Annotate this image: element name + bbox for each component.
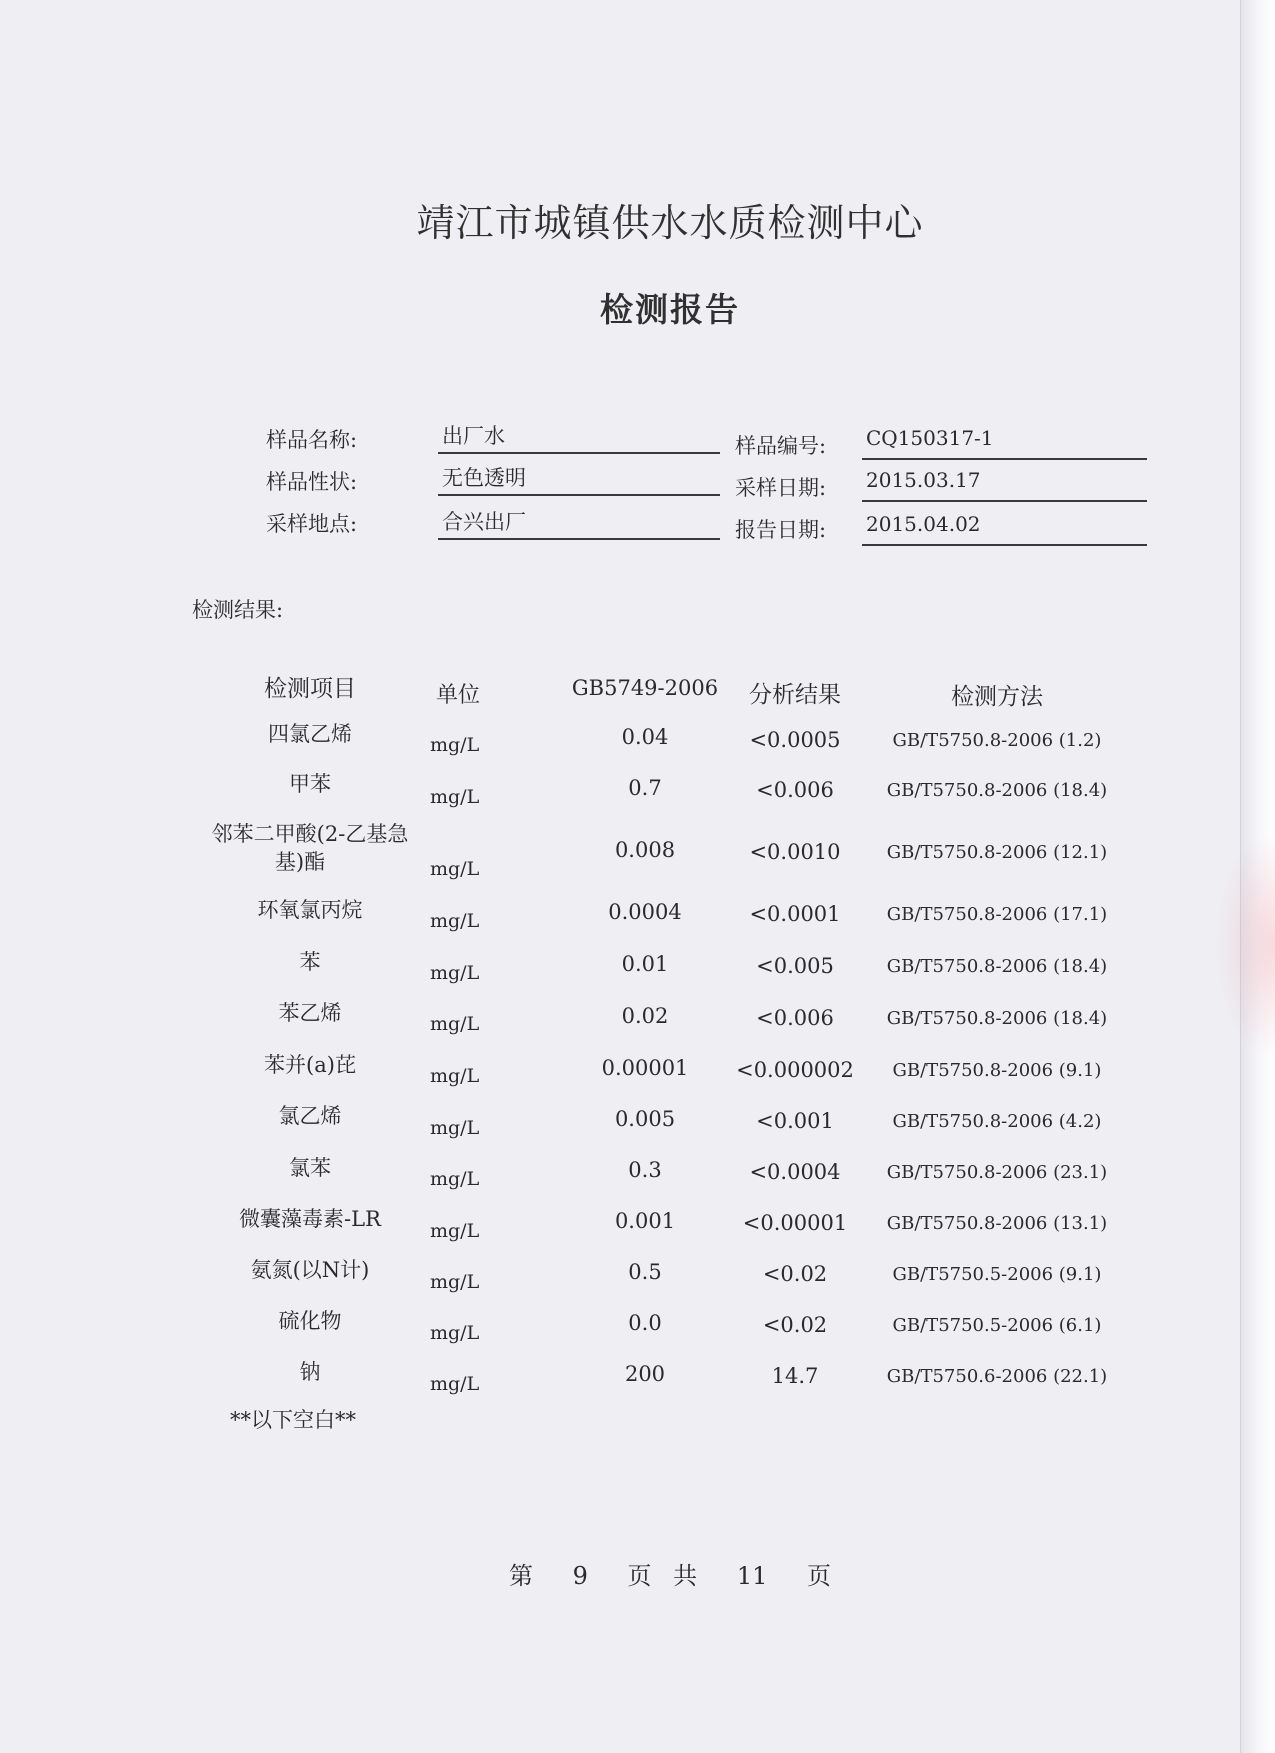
row-unit: mg/L <box>430 1065 480 1087</box>
row-standard: 0.001 <box>614 1209 676 1233</box>
seal-stamp-fragment <box>1215 830 1275 1060</box>
row-result: <0.0004 <box>749 1160 841 1184</box>
row-standard: 0.0 <box>628 1311 662 1335</box>
sample-name-label: 样品名称: <box>266 428 358 452</box>
row-method: GB/T5750.8-2006 (18.4) <box>886 956 1108 977</box>
row-unit: mg/L <box>430 1168 480 1190</box>
sampling-site-value: 合兴出厂 <box>438 506 720 540</box>
row-result: <0.0001 <box>749 902 841 926</box>
row-unit: mg/L <box>430 734 480 756</box>
row-method: GB/T5750.8-2006 (9.1) <box>892 1060 1102 1081</box>
header-item: 检测项目 <box>264 676 356 702</box>
row-method: GB/T5750.8-2006 (1.2) <box>892 730 1102 751</box>
sampling-date-label: 采样日期: <box>735 476 827 500</box>
row-method: GB/T5750.8-2006 (13.1) <box>886 1213 1108 1234</box>
row-result: <0.0010 <box>749 840 841 864</box>
footer-prefix: 第 <box>508 1562 533 1590</box>
page-total: 11 <box>736 1562 768 1590</box>
row-item: 硫化物 <box>278 1309 342 1333</box>
page-number: 9 <box>572 1562 588 1590</box>
row-item: 氯乙烯 <box>278 1104 342 1128</box>
footer-suffix: 页 <box>807 1562 832 1590</box>
row-method: GB/T5750.8-2006 (12.1) <box>886 842 1108 863</box>
row-standard: 200 <box>624 1362 666 1386</box>
row-standard: 0.00001 <box>601 1056 689 1080</box>
sample-state-value: 无色透明 <box>438 462 720 496</box>
row-standard: 0.3 <box>628 1158 662 1182</box>
page-footer <box>0 1556 1275 1591</box>
organization-title: 靖江市城镇供水水质检测中心 <box>416 201 924 245</box>
row-result: <0.00001 <box>742 1211 848 1235</box>
row-method: GB/T5750.5-2006 (6.1) <box>892 1315 1102 1336</box>
row-method: GB/T5750.8-2006 (23.1) <box>886 1162 1108 1183</box>
sampling-site-label: 采样地点: <box>266 512 358 536</box>
row-unit: mg/L <box>430 1220 480 1242</box>
row-standard: 0.0004 <box>608 900 682 924</box>
row-result: <0.006 <box>756 778 834 802</box>
results-label: 检测结果: <box>192 598 284 622</box>
sample-state-label: 样品性状: <box>266 470 358 494</box>
row-unit: mg/L <box>430 858 480 880</box>
header-result: 分析结果 <box>749 682 841 708</box>
row-item: 四氯乙烯 <box>268 722 352 746</box>
header-standard: GB5749-2006 <box>571 676 719 700</box>
row-item: 微囊藻毒素-LR <box>239 1207 381 1231</box>
row-item: 苯 <box>299 950 321 974</box>
report-date-value: 2015.04.02 <box>862 512 1147 546</box>
row-method: GB/T5750.8-2006 (18.4) <box>886 1008 1108 1029</box>
row-method: GB/T5750.5-2006 (9.1) <box>892 1264 1102 1285</box>
header-method: 检测方法 <box>951 684 1043 710</box>
row-standard: 0.005 <box>614 1107 676 1131</box>
row-result: <0.02 <box>762 1262 828 1286</box>
row-item: 氨氮(以N计) <box>250 1258 370 1282</box>
footer-mid: 页 共 <box>627 1562 698 1590</box>
row-result: 14.7 <box>771 1364 819 1388</box>
row-result: <0.001 <box>756 1109 834 1133</box>
row-item: 钠 <box>299 1360 321 1384</box>
row-standard: 0.01 <box>621 952 669 976</box>
sampling-date-value: 2015.03.17 <box>862 468 1147 502</box>
row-method: GB/T5750.8-2006 (18.4) <box>886 780 1108 801</box>
row-result: <0.000002 <box>736 1058 854 1082</box>
row-standard: 0.008 <box>614 838 676 862</box>
row-item: 苯乙烯 <box>278 1001 342 1025</box>
row-unit: mg/L <box>430 1271 480 1293</box>
row-item: 氯苯 <box>289 1156 331 1180</box>
row-item-continued: 基)酯 <box>274 850 326 874</box>
report-date-label: 报告日期: <box>735 518 827 542</box>
row-standard: 0.02 <box>621 1004 669 1028</box>
row-item: 苯并(a)芘 <box>264 1053 356 1077</box>
header-unit: 单位 <box>436 683 481 708</box>
row-method: GB/T5750.6-2006 (22.1) <box>886 1366 1108 1387</box>
row-unit: mg/L <box>430 962 480 984</box>
row-result: <0.005 <box>756 954 834 978</box>
row-standard: 0.7 <box>628 776 662 800</box>
row-unit: mg/L <box>430 1117 480 1139</box>
sample-name-value: 出厂水 <box>438 420 720 454</box>
row-unit: mg/L <box>430 1373 480 1395</box>
end-note: **以下空白** <box>230 1408 356 1432</box>
row-unit: mg/L <box>430 1013 480 1035</box>
row-standard: 0.5 <box>628 1260 662 1284</box>
row-result: <0.02 <box>762 1313 828 1337</box>
row-item: 甲苯 <box>289 772 331 796</box>
row-result: <0.0005 <box>749 728 841 752</box>
row-method: GB/T5750.8-2006 (17.1) <box>886 904 1108 925</box>
sample-no-label: 样品编号: <box>735 434 827 458</box>
row-unit: mg/L <box>430 1322 480 1344</box>
row-item: 邻苯二甲酸(2-乙基急 <box>211 822 409 846</box>
sample-no-value: CQ150317-1 <box>862 426 1147 460</box>
row-method: GB/T5750.8-2006 (4.2) <box>892 1111 1102 1132</box>
report-title: 检测报告 <box>600 290 740 329</box>
row-item: 环氧氯丙烷 <box>257 898 363 922</box>
row-result: <0.006 <box>756 1006 834 1030</box>
row-unit: mg/L <box>430 910 480 932</box>
row-unit: mg/L <box>430 786 480 808</box>
row-standard: 0.04 <box>621 725 669 749</box>
